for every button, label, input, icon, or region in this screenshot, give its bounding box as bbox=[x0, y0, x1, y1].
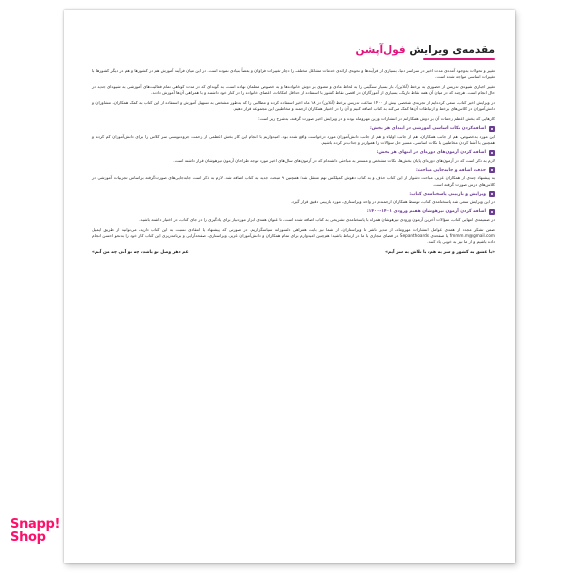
section-paragraph-2: لازم به ذکر است که در آزمون‌های دوره‌ای پایان بخش‌ها، نکات مشخص و مستتر به مباحثی داشته‌ام که در آزمون‌های سال‌های اخیر مورد توجه طراحان آزمون تیزهوشان قرار داشته است. bbox=[173, 157, 495, 163]
document-body bbox=[92, 68, 495, 255]
page-content bbox=[92, 38, 495, 543]
section-bullet-icon bbox=[489, 209, 495, 215]
paragraph-intro-3: در ویرایش اخیر کتاب، سعی کرده‌ایم از تجربه‌ی شخصی بیش از ۱۴۰۰ ساعت تدریس برخط (آنلاین) در ۱۸ ماه اخیر استفاده کرده و مطالبی را که به‌طور مشخص به تسهیل آموزش و استفاده از این کتاب به کمک همکاران، مشاوران و دانش‌آموزان در کلاس‌های برخط و ارتباطات آن‌ها کمک می‌کند به کتاب اضافه کنیم و آن را در اختیار همکاران ارجمند و مخاطبین این مجموعه قرار دهیم. bbox=[92, 99, 495, 112]
paragraph-closing: ضمن تشکر مجدد از همه‌ی عوامل انتشارات مهروماه، از مدیر ناشر تا ویراستاران، از شما نیز بابت همراهی دلسوزانه سپاسگزاریم. در صورتی که پیشنهاد یا انتقادی نسبت به این کتاب دارید، می‌توانید از طریق ایمیل fmmm.m@gmail.com یا صفحه‌ی Sepanthoards در فضای مجازی با ما در ارتباط باشید؛ هم‌چنین امیدوارم برای تمام همکاران و دانش‌آموزان عزیز، ویراستاری، صفحه‌آرایی و برنامه‌ریزی این کتاب کار خود را به‌نحو احسن انجام داده باشیم و از ما نیز به خوبی یاد کنند. bbox=[92, 226, 495, 245]
section-bullet-icon bbox=[489, 126, 495, 132]
title-prefix: مقدمه‌ی ویرایش bbox=[405, 44, 495, 56]
section-title-2: اضافه کردن آزمون‌های دوره‌ای در انتهای هر بخش: bbox=[376, 150, 486, 156]
logo-line-1: Snapp! bbox=[10, 517, 61, 532]
section-title-3: حذف، اضافه و جابه‌جایی مباحث: bbox=[415, 167, 486, 173]
section-paragraph-3: به پیشنهاد چندی از همکاران عزیز، مباحث دشوار از این کتاب حذف و به کتاب دهوش کمپلکس نهم منتقل شد؛ همچنین ۹ مبحث جدید به کتاب اضافه شد. لازم به ذکر است جابه‌جایی‌های صورت‌گرفته براساس تجربیات آموزشی در کلاس‌های درس صورت گرفته است. bbox=[92, 175, 496, 187]
page-title bbox=[355, 44, 495, 56]
section-title-1: اضافه‌کردن نکات اساسی آموزشی در ابتدای هر بخش: bbox=[369, 126, 486, 132]
paragraph-intro-1: تغییر و تحولات به‌وجود آمده‌ی مدت اخیر در سراسر دنیا، بسیاری از فرآیندها و نحوه‌ی ارائه‌ی خدمات مشاغل مختلف را دچار تغییرات فراوان و بعضاً بنیادی نموده است. در این میان فرآیند آموزش هم در کشورها و هم در دیگر کشورها با تغییرات اساسی مواجه شده است. bbox=[92, 68, 495, 80]
section-bullet-icon bbox=[489, 150, 495, 156]
closing-verse bbox=[92, 250, 495, 255]
section-heading-2 bbox=[92, 150, 495, 156]
section-title-5: اضافه کردن آزمون تیزهوشان هفتم ورودی ۱۴۰۱-۱۴۰۰: bbox=[366, 209, 486, 215]
closing-verse-right: «با عشق به کشور و سر به هم، با تلاش به سر آیم» bbox=[385, 249, 495, 255]
snapp-shop-logo bbox=[10, 518, 66, 544]
paragraph-intro-4: کارهایی که بخش اعظم زحمات آن بر دوش همکارانم در انتشارات وزین مهروماه بوده و در ویرایش اخیر صورت گرفته، به‌شرح زیر است: bbox=[258, 115, 495, 121]
closing-verse-left: غم دهر وصل تو باشد، چه تو آنی چه من آنم» bbox=[92, 249, 189, 255]
section-heading-4 bbox=[92, 191, 495, 197]
section-paragraph-4: در این ویرایش سعی شد پاسخنامه‌ی کتاب، توسط همکاران ارجمندم در واحد ویراستاری، مورد بازبینی دقیق قرار گیرد. bbox=[290, 199, 495, 205]
title-underline bbox=[423, 58, 495, 60]
section-paragraph-1: این مورد به‌خصوص، هم از جانب همکاران، هم از جانب اولیاء و هم از جانب دانش‌آموزان مورد درخواست واقع شده بود. امیدواریم با انجام این کار بخش اعظمی از زحمت جزوه‌نویسی سر کلاس را برای دانش‌آموزان کم کرده و همچنین با آشنا کردن مخاطبین با نکات اساسی، مسیر حل سؤالات را هموارتر و جذاب‌تر کرده باشیم. bbox=[92, 133, 495, 145]
logo-line-2: Shop bbox=[10, 530, 46, 545]
section-heading-3 bbox=[92, 167, 495, 173]
section-heading-5 bbox=[92, 209, 495, 215]
title-row bbox=[92, 38, 495, 56]
section-title-4: ویرایش و بازبینی پاسخنامه‌ی کتاب: bbox=[409, 191, 486, 197]
section-heading-1 bbox=[92, 126, 495, 132]
paragraph-intro-2: تغییر اجباری شیوه‌ی تدریس از حضوری به برخط (آنلاین)، بار بسیار سنگینی را به لحاظ مادی و معنوی بر دوش خانواده‌ها و به خصوص معلمان نهاده است، به گونه‌ای که در مدت کوتاهی تمام فعالیت‌های آموزشی به شیوه‌ای جدید در حال انجام است. هرچند که در میان آن همه نقاط تاریک، بسیاری از آموزگاران در اقصی نقاط کشور با استفاده از حداقل امکانات، اعضای خانواده را در کنار خود داشتند و با همراهی آن‌ها آموزش دادند. bbox=[92, 83, 495, 96]
title-accent: فول‌آپشن bbox=[355, 44, 406, 56]
section-bullet-icon bbox=[489, 191, 495, 197]
section-bullet-icon bbox=[489, 167, 495, 173]
document-page bbox=[64, 10, 515, 563]
section-paragraph-5: در ضمیمه‌ی انتهایی کتاب، سؤالات آخرین آزمون ورودی تیزهوشان همراه با پاسخنامه‌ی تشریحی به کتاب اضافه شده است، تا عنوان همه‌ی ابزار موردنیاز برای یادگیری را در جای کتاب، در اختیار داشته باشید. bbox=[139, 216, 495, 222]
